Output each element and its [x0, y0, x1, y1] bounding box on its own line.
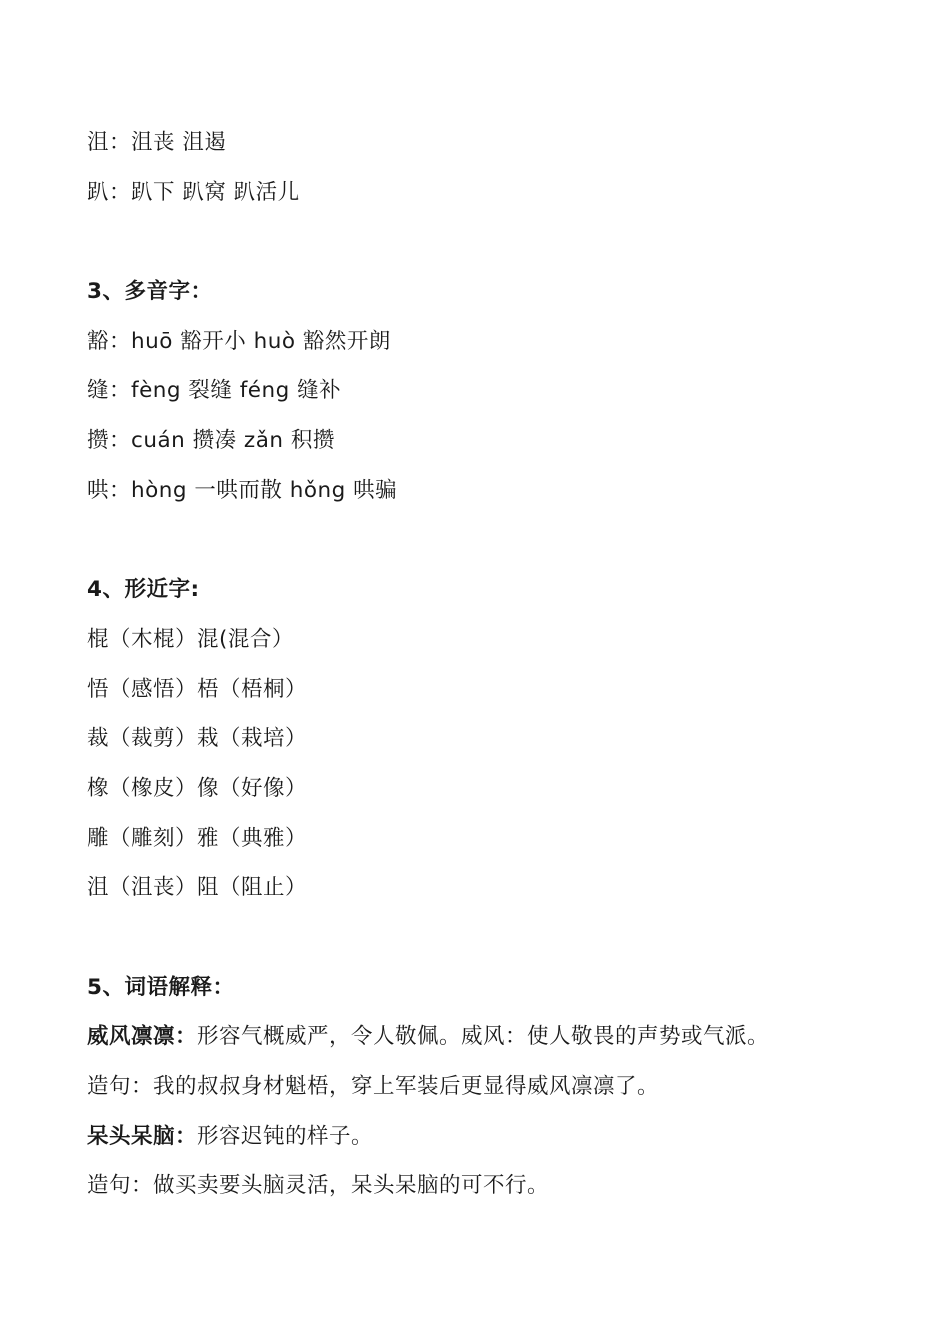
vocabulary-definition-text: 形容迟钝的样子。 [197, 1123, 374, 1149]
text-line: 沮：沮丧 沮遏 [87, 130, 227, 155]
similar-char-item: 悟（感悟）梧（梧桐） [87, 676, 308, 702]
vocabulary-example: 造句：我的叔叔身材魁梧，穿上军装后更显得威风凛凛了。 [87, 1074, 660, 1100]
spacer [87, 217, 927, 267]
polyphone-item: 豁：huō 豁开小 huò 豁然开朗 [87, 328, 391, 354]
polyphone-item: 哄：hòng 一哄而散 hǒng 哄骗 [87, 477, 398, 503]
section-heading-vocabulary: 5、词语解释： [87, 974, 235, 1000]
document-page [87, 118, 927, 1211]
vocabulary-definition [87, 1012, 927, 1062]
vocabulary-term: 威风凛凛： [87, 1024, 198, 1050]
similar-char-item: 沮（沮丧）阻（阻止） [87, 875, 308, 901]
section-heading-polyphones: 3、多音字： [87, 279, 213, 305]
vocabulary-term: 呆头呆脑： [87, 1123, 198, 1149]
section-heading-similar-chars: 4、形近字: [87, 577, 200, 603]
vocabulary-definition-text: 形容气概威严，令人敬佩。威风：使人敬畏的声势或气派。 [197, 1024, 770, 1050]
spacer [87, 516, 927, 566]
similar-char-item: 橡（橡皮）像（好像） [87, 775, 308, 801]
spacer [87, 913, 927, 963]
text-line: 趴：趴下 趴窝 趴活儿 [87, 179, 300, 205]
polyphone-item: 攒：cuán 攒凑 zǎn 积攒 [87, 428, 335, 454]
similar-char-item: 裁（裁剪）栽（栽培） [87, 726, 308, 752]
vocabulary-example: 造句：做买卖要头脑灵活，呆头呆脑的可不行。 [87, 1173, 550, 1199]
similar-char-item: 棍（木棍）混(混合） [87, 626, 294, 652]
vocabulary-definition [87, 1112, 927, 1162]
polyphone-item: 缝：fèng 裂缝 féng 缝补 [87, 378, 342, 404]
similar-char-item: 雕（雕刻）雅（典雅） [87, 825, 308, 851]
